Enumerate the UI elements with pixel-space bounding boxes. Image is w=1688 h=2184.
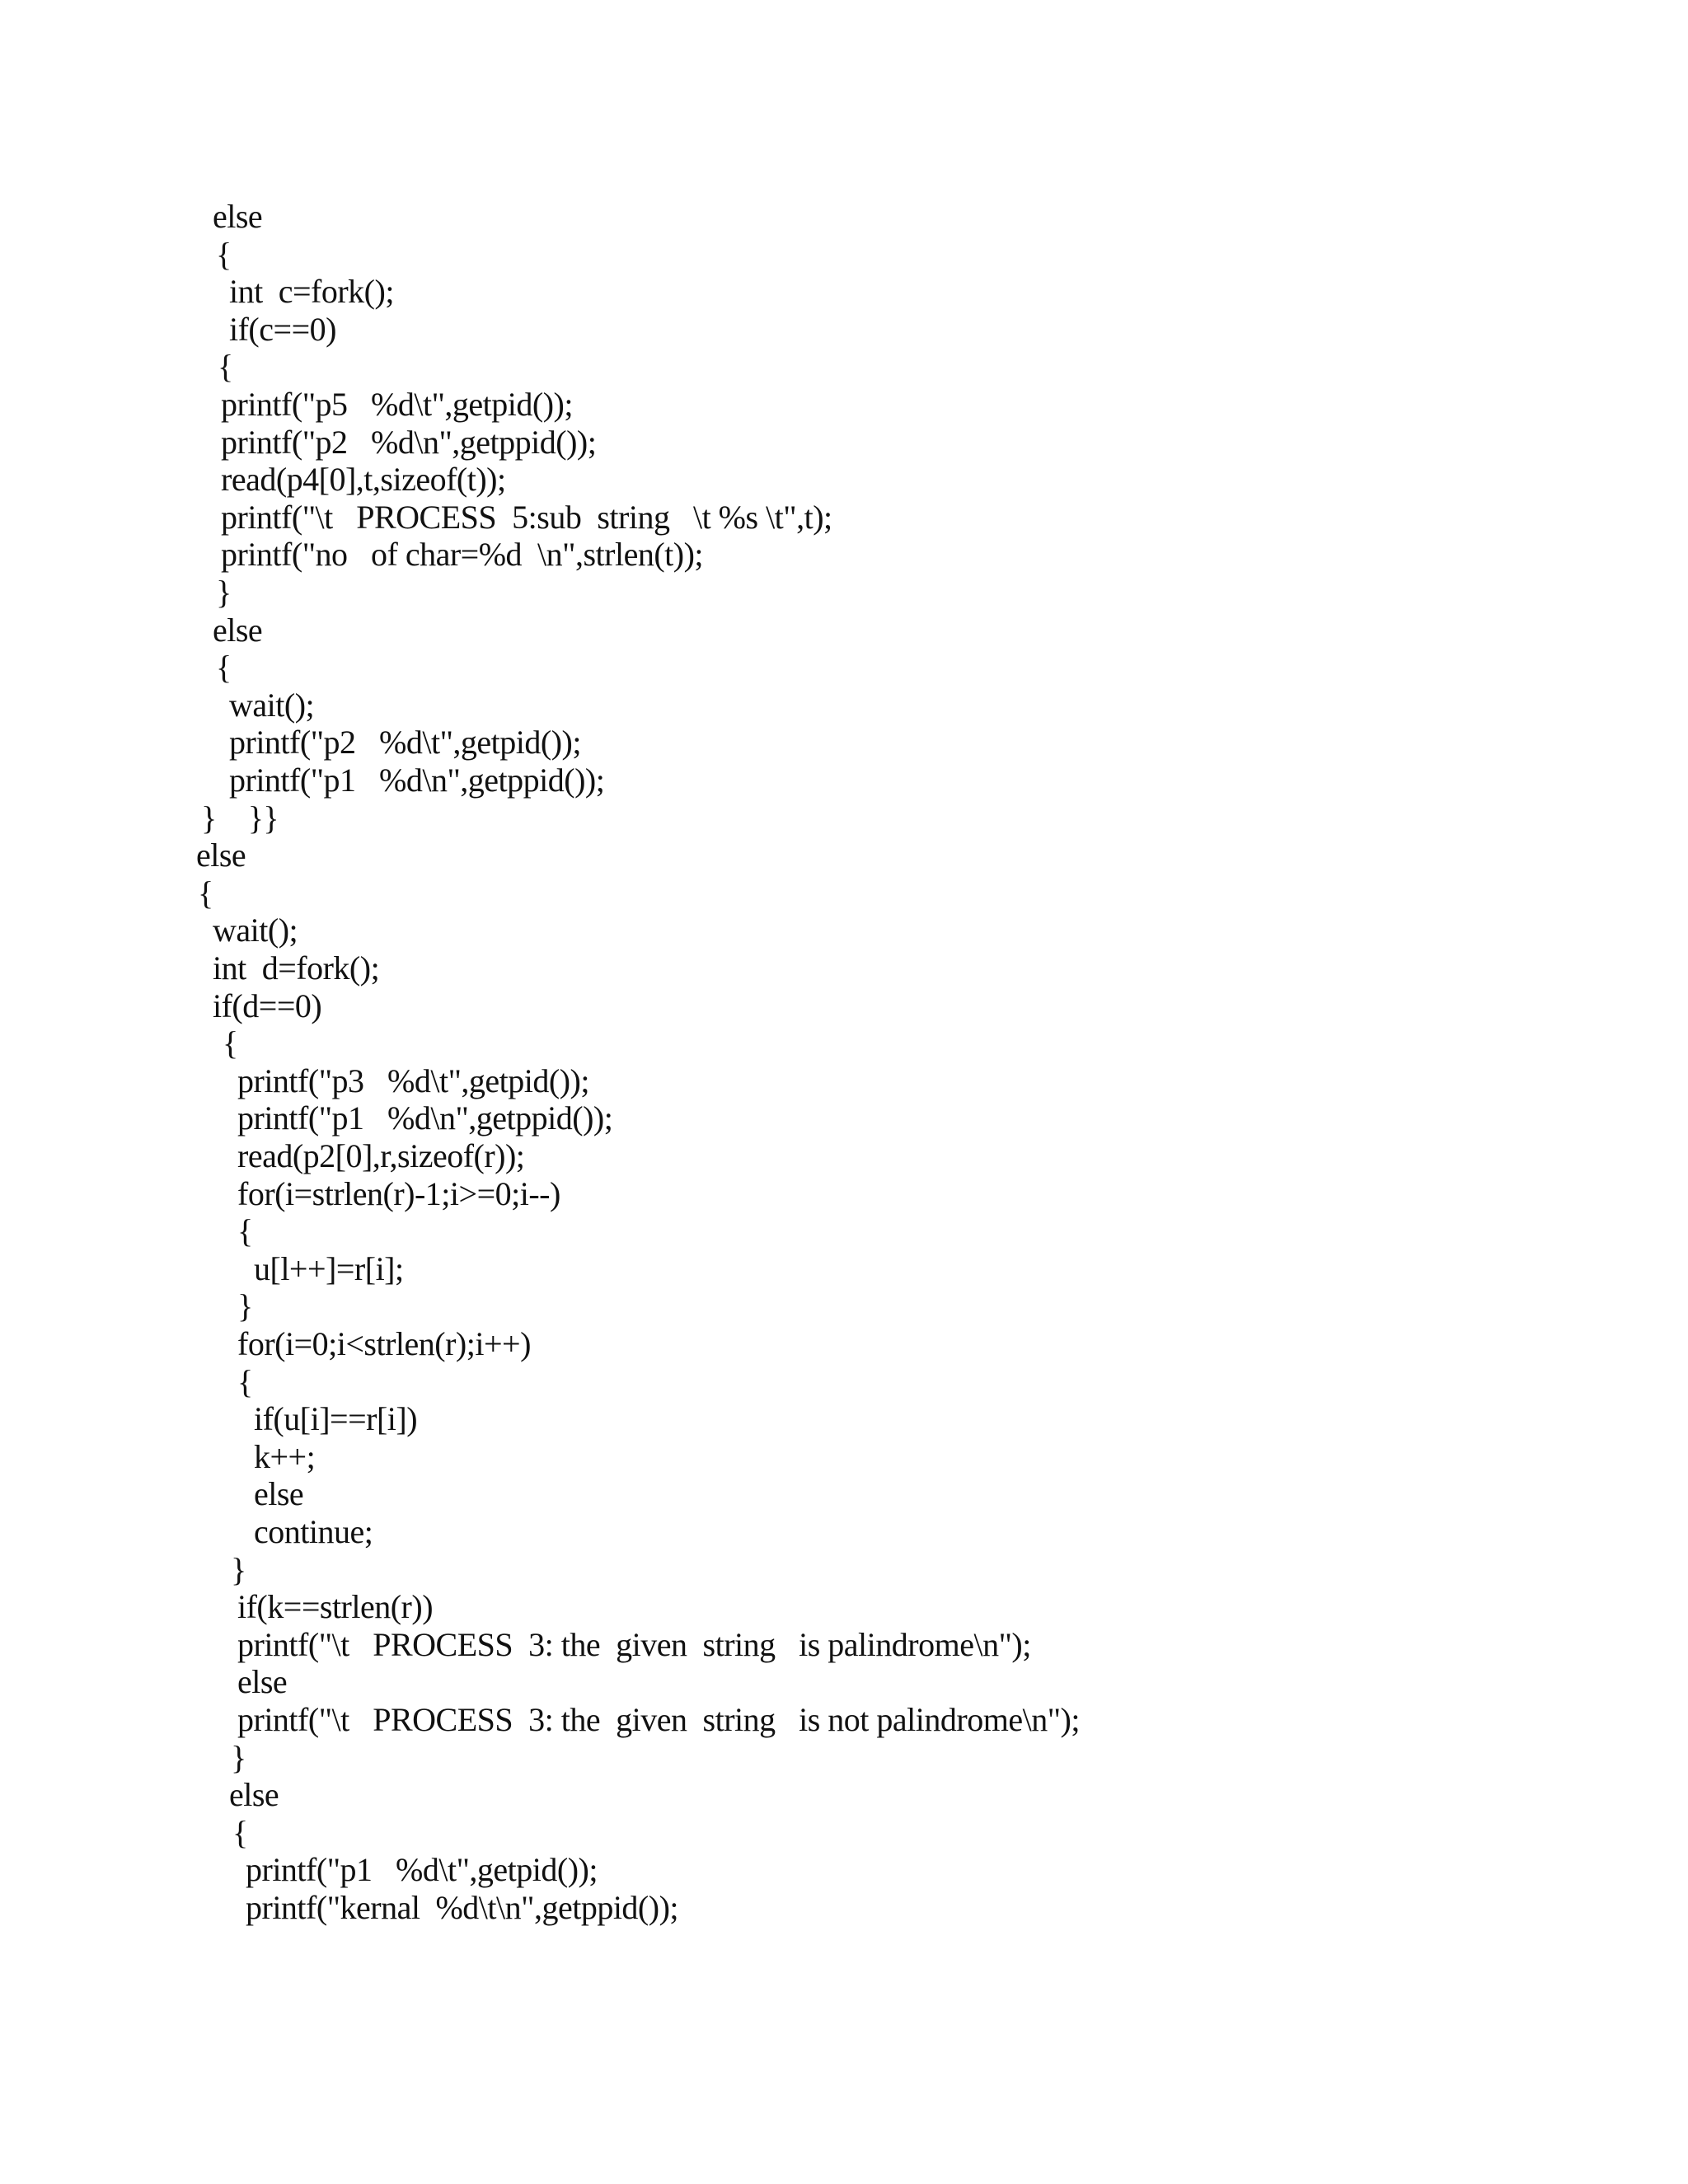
code-line: { bbox=[237, 1212, 253, 1249]
code-line: read(p2[0],r,sizeof(r)); bbox=[237, 1137, 525, 1174]
code-line: printf("\t PROCESS 5:sub string \t %s \t",t); bbox=[221, 499, 832, 536]
code-line: printf("\t PROCESS 3: the given string is palindrome\n"); bbox=[237, 1626, 1031, 1663]
code-line: else bbox=[229, 1776, 279, 1813]
code-line: printf("p2 %d\t",getpid()); bbox=[229, 724, 581, 761]
code-line: printf("p2 %d\n",getppid()); bbox=[221, 424, 597, 461]
code-line: printf("p3 %d\t",getpid()); bbox=[237, 1062, 589, 1099]
code-line: wait(); bbox=[229, 687, 315, 724]
code-line: if(u[i]==r[i]) bbox=[254, 1400, 418, 1437]
code-line: if(c==0) bbox=[229, 311, 336, 348]
code-line: else bbox=[237, 1663, 288, 1700]
code-line: printf("no of char=%d \n",strlen(t)); bbox=[221, 536, 704, 573]
code-line: else bbox=[196, 837, 246, 874]
code-line: } bbox=[231, 1739, 246, 1776]
code-line: else bbox=[254, 1475, 304, 1512]
code-line: if(k==strlen(r)) bbox=[237, 1588, 434, 1625]
code-line: { bbox=[216, 649, 232, 686]
code-line: wait(); bbox=[213, 912, 298, 949]
code-line: int d=fork(); bbox=[213, 949, 380, 987]
code-line: printf("\t PROCESS 3: the given string is not palindrome\n"); bbox=[237, 1701, 1080, 1738]
code-line: { bbox=[216, 236, 232, 273]
code-line: { bbox=[198, 874, 213, 912]
code-line: for(i=0;i<strlen(r);i++) bbox=[237, 1325, 531, 1362]
code-line: printf("kernal %d\t\n",getppid()); bbox=[246, 1889, 678, 1926]
code-line: int c=fork(); bbox=[229, 273, 394, 310]
code-line: } bbox=[216, 574, 232, 611]
code-line: k++; bbox=[254, 1438, 316, 1475]
code-line: if(d==0) bbox=[213, 987, 322, 1024]
code-line: } }} bbox=[201, 799, 279, 837]
code-line: } bbox=[231, 1551, 246, 1588]
code-line: else bbox=[213, 198, 263, 235]
code-line: printf("p1 %d\n",getppid()); bbox=[229, 762, 605, 799]
code-line: } bbox=[237, 1287, 253, 1324]
code-line: { bbox=[218, 348, 233, 385]
code-line: printf("p1 %d\n",getppid()); bbox=[237, 1099, 613, 1137]
code-line: read(p4[0],t,sizeof(t)); bbox=[221, 461, 506, 498]
code-line: { bbox=[232, 1814, 248, 1851]
code-line: { bbox=[237, 1363, 253, 1400]
code-line: continue; bbox=[254, 1513, 373, 1550]
code-line: printf("p1 %d\t",getpid()); bbox=[246, 1851, 598, 1888]
code-line: for(i=strlen(r)-1;i>=0;i--) bbox=[237, 1175, 560, 1212]
code-line: printf("p5 %d\t",getpid()); bbox=[221, 386, 573, 423]
code-line: { bbox=[223, 1024, 238, 1062]
code-line: u[l++]=r[i]; bbox=[254, 1250, 404, 1287]
code-line: else bbox=[213, 612, 263, 649]
